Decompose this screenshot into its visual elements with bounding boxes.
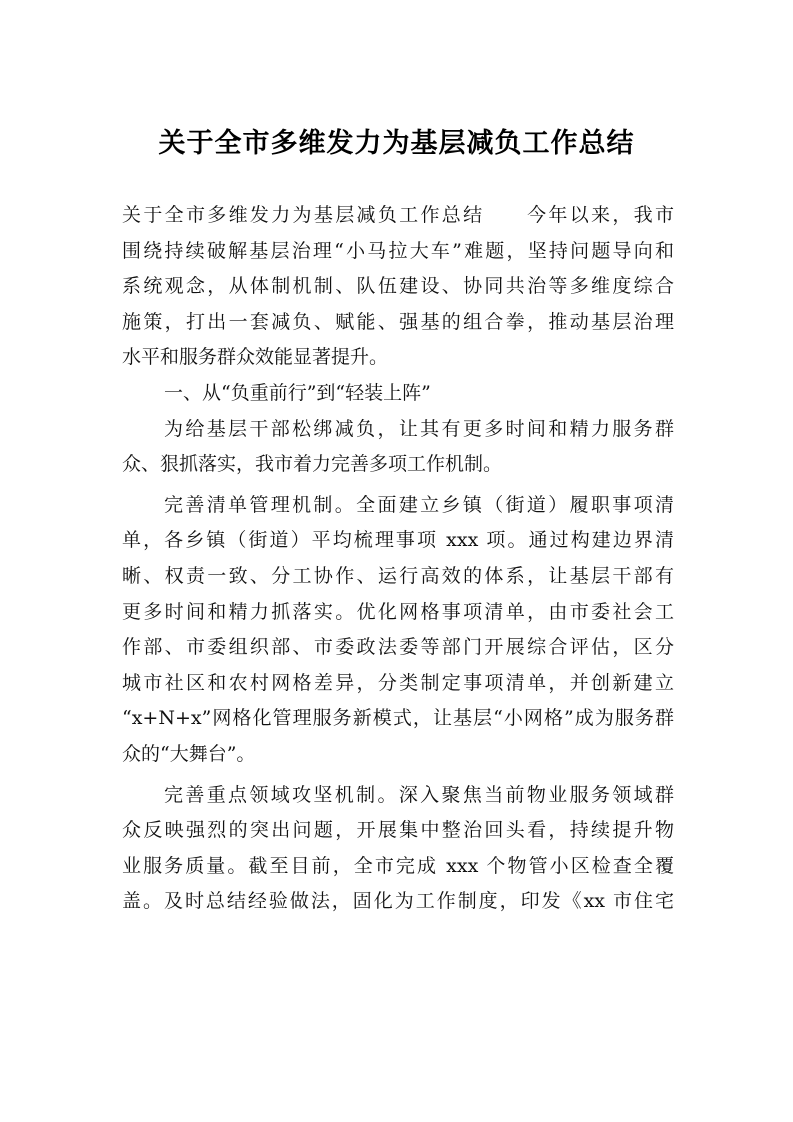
body-line: 众、狠抓落实，我市着力完善多项工作机制。 <box>122 453 503 476</box>
body-line: 业服务质量。截至目前，全市完成 xxx 个物管小区检查全覆 <box>122 854 674 877</box>
body-line: 单，各乡镇（街道）平均梳理事项 xxx 项。通过构建边界清 <box>122 529 674 552</box>
section-heading: 一、从“负重前行”到“轻装上阵” <box>164 381 431 404</box>
body-line: 系统观念，从体制机制、队伍建设、协同共治等多维度综合 <box>122 275 674 298</box>
body-line: 为给基层干部松绑减负，让其有更多时间和精力服务群 <box>164 417 674 440</box>
body-line: 水平和服务群众效能显著提升。 <box>122 346 389 369</box>
body-line: 完善清单管理机制。全面建立乡镇（街道）履职事项清 <box>164 493 674 516</box>
body-line: 作部、市委组织部、市委政法委等部门开展综合评估，区分 <box>122 636 674 659</box>
body-line: 更多时间和精力抓落实。优化网格事项清单，由市委社会工 <box>122 600 674 623</box>
body-line: 众反映强烈的突出问题，开展集中整治回头看，持续提升物 <box>122 819 674 842</box>
body-line: 城市社区和农村网格差异，分类制定事项清单，并创新建立 <box>122 671 674 694</box>
body-line: 众的“大舞台”。 <box>122 742 256 765</box>
body-line: 盖。及时总结经验做法，固化为工作制度，印发《xx 市住宅 <box>122 890 674 913</box>
document-body <box>122 198 674 920</box>
body-line: 完善重点领域攻坚机制。深入聚焦当前物业服务领域群 <box>164 783 674 806</box>
body-line: 晰、权责一致、分工协作、运行高效的体系，让基层干部有 <box>122 564 674 587</box>
body-line: 围绕持续破解基层治理“小马拉大车”难题，坚持问题导向和 <box>122 239 674 262</box>
body-line: 关于全市多维发力为基层减负工作总结 今年以来，我市 <box>122 204 674 226</box>
body-line: “x+N+x”网格化管理服务新模式，让基层“小网格”成为服务群 <box>122 707 674 730</box>
body-line: 施策，打出一套减负、赋能、强基的组合拳，推动基层治理 <box>122 310 674 333</box>
document-title: 关于全市多维发力为基层减负工作总结 <box>158 128 635 159</box>
